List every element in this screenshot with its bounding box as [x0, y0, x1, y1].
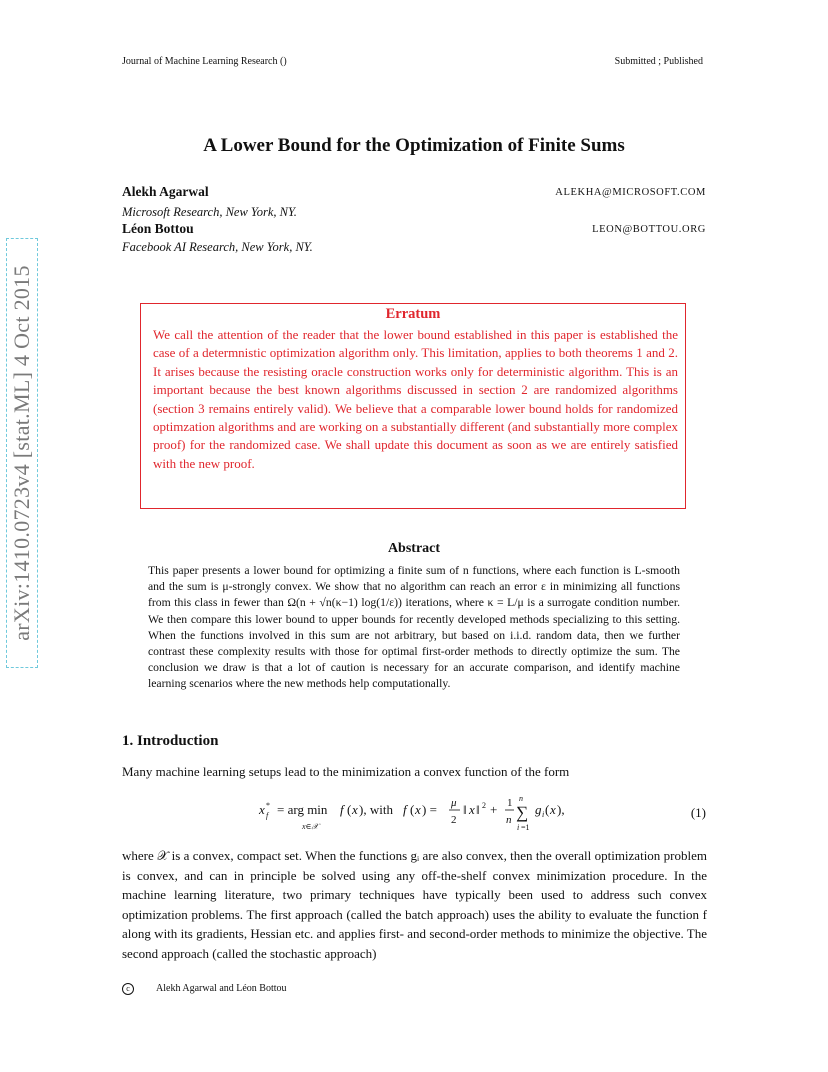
svg-text:μ: μ: [451, 797, 457, 809]
author-affiliation-2: Facebook AI Research, New York, NY.: [122, 240, 313, 254]
svg-text:= arg min: = arg min: [277, 802, 328, 817]
svg-text:1: 1: [507, 797, 513, 809]
svg-text:n: n: [506, 814, 512, 826]
svg-text:g: g: [535, 802, 542, 817]
svg-text:(: (: [545, 802, 550, 817]
journal-header: Journal of Machine Learning Research (): [122, 56, 287, 67]
intro-paragraph: Many machine learning setups lead to the minimization a convex function of the form: [122, 764, 570, 779]
erratum-box: [140, 303, 686, 509]
author-email-1: ALEKHA@MICROSOFT.COM: [555, 187, 706, 198]
svg-text:∑: ∑: [516, 803, 529, 822]
paper-title: A Lower Bound for the Optimization of Finite Sums: [203, 135, 625, 156]
svg-text:), with: ), with: [359, 802, 393, 817]
erratum-title: Erratum: [385, 306, 441, 322]
author-name-1: Alekh Agarwal: [122, 184, 209, 199]
svg-text:),: ),: [557, 802, 565, 817]
svg-text:‖: ‖: [476, 802, 480, 817]
abstract-title: Abstract: [387, 541, 441, 556]
svg-text:i: i: [517, 823, 520, 832]
author-email-2: LEON@BOTTOU.ORG: [592, 224, 706, 235]
author-name-2: Léon Bottou: [122, 221, 194, 236]
svg-text:x: x: [259, 802, 265, 817]
svg-text:x: x: [469, 802, 475, 817]
section-heading: 1. Introduction: [122, 733, 219, 749]
svg-text:x∈𝒳: x∈𝒳: [302, 822, 319, 831]
svg-text:2: 2: [482, 801, 486, 810]
copyright-icon: c: [122, 983, 134, 995]
svg-text:x: x: [550, 802, 556, 817]
svg-text:(: (: [410, 802, 415, 817]
submitted-header: Submitted ; Published: [614, 56, 703, 67]
svg-text:+: +: [490, 802, 498, 817]
svg-text:f: f: [266, 811, 269, 820]
svg-text:n: n: [519, 794, 523, 803]
svg-text:f: f: [340, 802, 344, 817]
svg-text:x: x: [415, 802, 421, 817]
erratum-body: We call the attention of the reader that the lower bound established in this paper is established the case of a determnistic optimization algorithm only. This limitation, applies to both theorems 1 and 2. It arises because the resisting oracle construction works only for deterministic algorithm. This is an important because the best known algorithms discussed in section 2 are randomized algorithms (section 3 remains entirely valid). We believe that a comparable lower bound holds for randomized optimzation algorithms and are working on a substantially different (and substantially more complex proof) for the randomized case. We shall update this document as soon as we are entirely satisfied with the new proof.: [153, 327, 678, 471]
equation-number: (1): [690, 805, 706, 820]
svg-text:x: x: [352, 802, 358, 817]
svg-text:2: 2: [451, 814, 457, 826]
footer-authors: Alekh Agarwal and Léon Bottou: [156, 983, 287, 994]
author-affiliation-1: Microsoft Research, New York, NY.: [122, 205, 297, 219]
abstract-body: This paper presents a lower bound for optimizing a finite sum of n functions, where each function is L-smooth and the sum is μ-strongly convex. We show that no algorithm can reach an error ε in minimizing all functions from this class in fewer than Ω(n + √n(κ−1) log(1/ε)) iterations, where κ = L/μ is a surrogate condition number. We then compare this lower bound to upper bounds for recently developed methods specializing to this setting. When the functions involved in this sum are not arbitrary, but based on i.i.d. random data, then we further contrast these complexity results with those for optimal first-order methods to directly optimize the sum. The conclusion we draw is that a lot of caution is necessary for an accurate comparison, and identify machine learning scenarios where the new methods help computationally.: [148, 564, 680, 691]
body-paragraph: where 𝒳 is a convex, compact set. When the functions gᵢ are also convex, then the overall optimization problem is convex, and can in principle be solved using any off-the-shelf convex minimization procedure. In the machine learning literature, two primary techniques have typically been used to address such convex optimization problems. The first approach (called the batch approach) uses the ability to evaluate the function f along with its gradients, Hessian etc. and applies first- and second-order methods to minimize the objective. The second approach (called the stochastic approach): [122, 848, 707, 961]
arxiv-stamp[interactable]: arXiv:1410.0723v4 [stat.ML] 4 Oct 2015: [6, 238, 38, 668]
svg-text:i: i: [542, 810, 545, 819]
svg-text:*: *: [266, 801, 270, 810]
svg-text:f: f: [403, 802, 407, 817]
svg-text:‖: ‖: [463, 802, 467, 817]
footer-copyright: [122, 983, 134, 995]
svg-text:(: (: [347, 802, 352, 817]
svg-text:=1: =1: [521, 823, 530, 832]
svg-text:) =: ) =: [422, 802, 437, 817]
